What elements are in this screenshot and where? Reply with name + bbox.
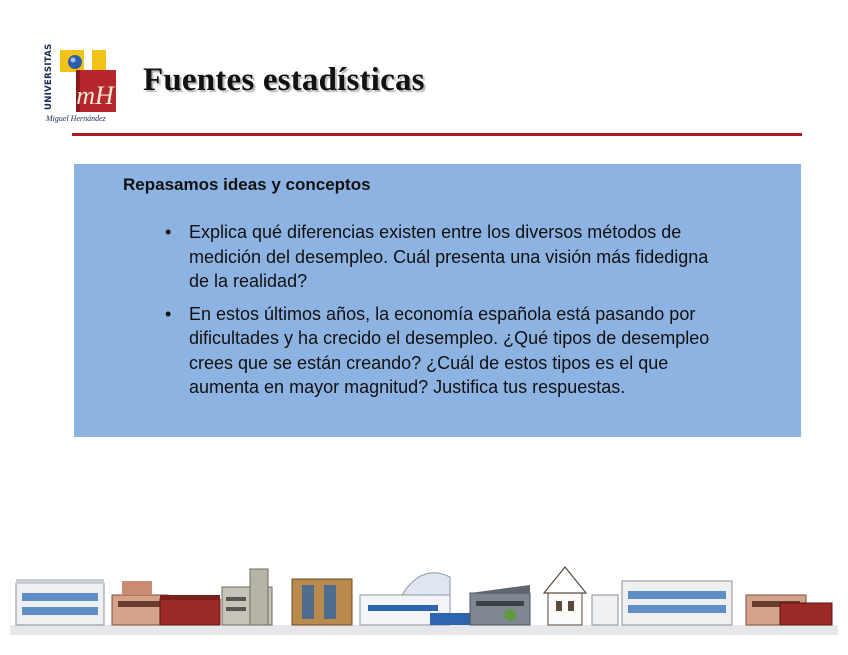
campus-buildings-banner <box>10 555 838 637</box>
logo-monogram: mH <box>76 81 114 110</box>
university-logo <box>44 43 120 126</box>
bullet-item <box>162 302 792 400</box>
bullet-list <box>162 220 792 408</box>
building-icon <box>160 595 220 625</box>
content-panel <box>74 164 801 437</box>
building-icon <box>292 579 352 625</box>
bullet-marker: • <box>165 303 172 324</box>
logo-emblem <box>58 48 118 114</box>
bullet-line: Explica qué diferencias existen entre los diversos métodos de <box>189 222 682 242</box>
building-icon <box>360 573 470 625</box>
bullet-line: crees que se están creando? ¿Cuál de estos tipos es el que <box>189 352 669 373</box>
page-title: Fuentes estadísticas <box>143 62 425 98</box>
building-icon <box>222 569 272 625</box>
bullet-item <box>162 220 792 294</box>
building-icon <box>746 595 832 625</box>
building-icon <box>16 579 104 625</box>
bullet-line: dificultades y ha crecido el desempleo. ¿Qué tipos de desempleo <box>189 328 710 348</box>
panel-heading: Repasamos ideas y conceptos <box>123 175 371 194</box>
building-icon <box>470 585 530 625</box>
bullet-marker: • <box>165 222 172 242</box>
building-icon <box>544 567 586 625</box>
bullet-line: medición del desempleo. Cuál presenta una visión más fidedigna <box>189 246 709 267</box>
logo-vertical-text: UNIVERSITAS <box>44 43 54 110</box>
title-divider <box>72 133 802 136</box>
building-icon <box>592 581 732 625</box>
logo-subtitle: Miguel Hernández <box>46 114 106 123</box>
bullet-line: aumenta en mayor magnitud? Justifica tus respuestas. <box>189 377 626 397</box>
bullet-line: En estos últimos años, la economía española está pasando por <box>189 303 696 324</box>
bullet-line: de la realidad? <box>189 271 308 291</box>
